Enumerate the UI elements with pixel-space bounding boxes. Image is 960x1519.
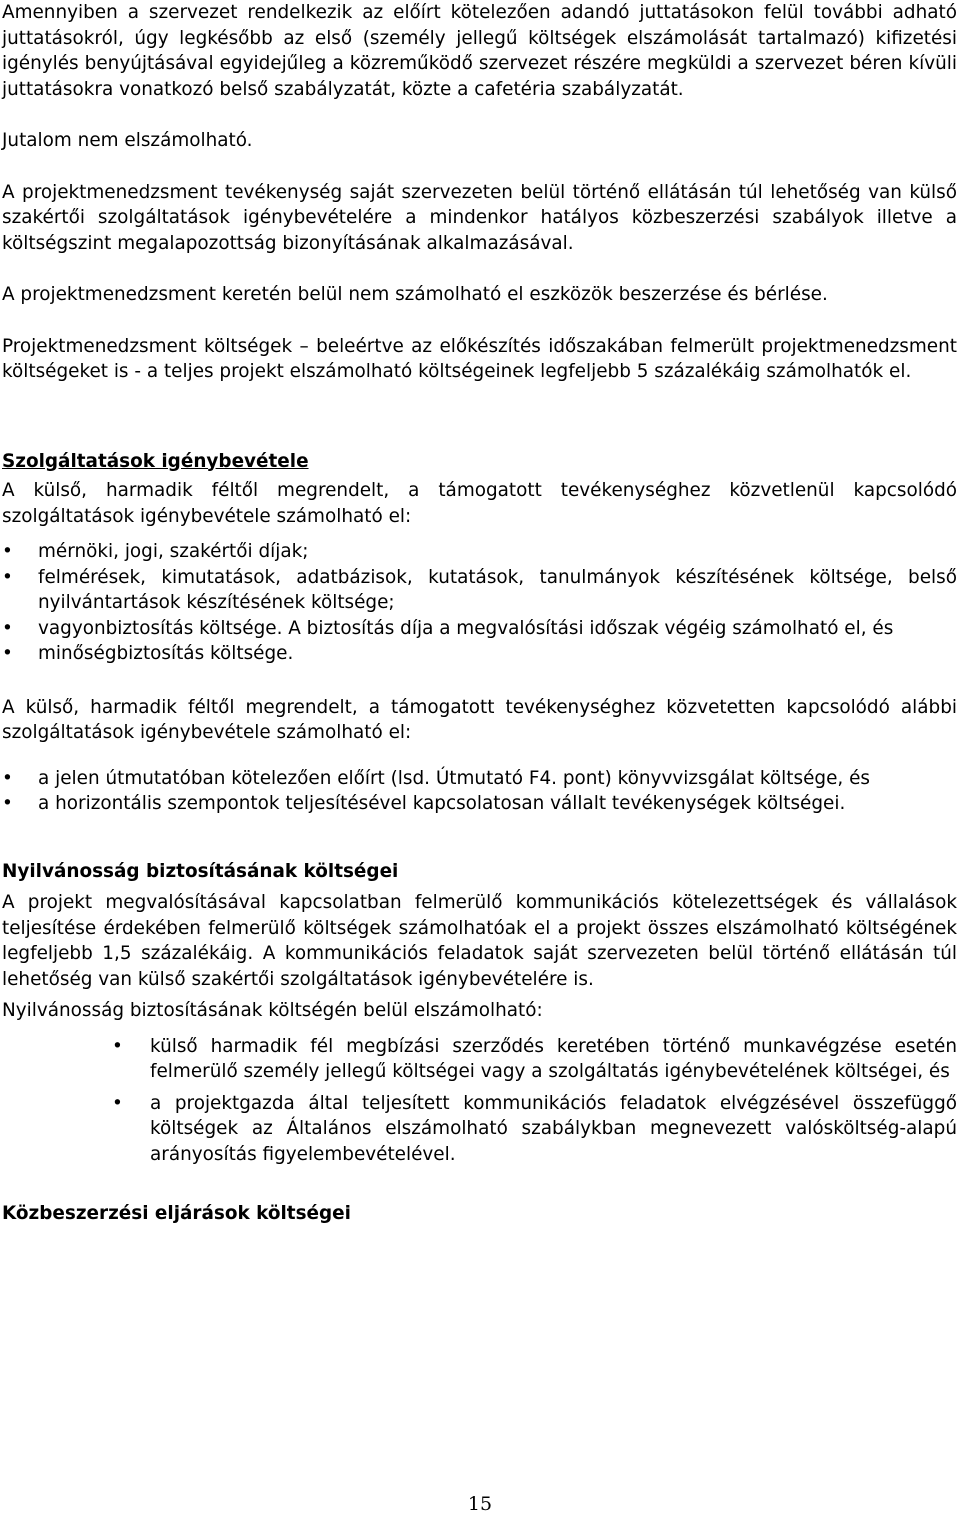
- list-item: • külső harmadik fél megbízási szerződés keretében történő munkavégzése esetén felmerülő személy jellegű költségei vagy a szolgáltatás igénybevételének költségei, és: [112, 1035, 957, 1082]
- heading-procurement: Közbeszerzési eljárások költségei: [2, 1203, 351, 1224]
- bullet-icon: •: [2, 566, 13, 588]
- paragraph-project-management: A projektmenedzsment tevékenység saját szervezeten belül történő ellátásán túl lehetőség van külső szakértői szolgáltatások igénybevételére a mindenkor hatályos közbeszerzési szabályok illetve a költségszint megalapozottság bizonyításának alkalmazásával.: [2, 181, 957, 254]
- page-number: 15: [467, 1493, 493, 1515]
- paragraph-pm-costs-limit: Projektmenedzsment költségek – beleértve az előkészítés időszakában felmerült projektmenedzsment költségeket is - a teljes projekt elszámolható költségeinek legfeljebb 5 százalékáig számolhatók el.: [2, 335, 957, 382]
- list-item: • a horizontális szempontok teljesítésével kapcsolatosan vállalt tevékenységek költségei.: [2, 791, 957, 817]
- list-services-direct: [2, 539, 957, 667]
- bullet-icon: •: [2, 643, 13, 664]
- paragraph-no-equipment: A projektmenedzsment keretén belül nem számolható el eszközök beszerzése és bérlése.: [2, 284, 828, 305]
- list-publicity: [2, 1034, 957, 1168]
- bullet-icon: •: [2, 541, 13, 562]
- paragraph-publicity-eligible: Nyilvánosság biztosításának költségén belül elszámolható:: [2, 1000, 543, 1021]
- paragraph-publicity-costs: A projekt megvalósításával kapcsolatban felmerülő kommunikációs kötelezettségek és vállalások teljesítése érdekében felmerülő költségek számolhatóak el a projekt összes elszámolható költségének legfeljebb 1,5 százalékáig. A kommunikációs feladatok saját szervezeten belül történő ellátásán túl lehetőség van külső szakértői szolgáltatások igénybevételére is.: [2, 892, 957, 990]
- bullet-icon: •: [2, 617, 13, 639]
- list-item: • a jelen útmutatóban kötelezően előírt (lsd. Útmutató F4. pont) könyvvizsgálat költsége, és: [2, 766, 957, 792]
- list-services-indirect: [2, 766, 957, 817]
- heading-services: Szolgáltatások igénybevétele: [2, 450, 309, 472]
- list-item: • felmérések, kimutatások, adatbázisok, kutatások, tanulmányok készítésének költsége, belső nyilvántartások készítésének költsége;: [2, 566, 957, 613]
- bullet-icon: •: [112, 1092, 123, 1114]
- list-item: • vagyonbiztosítás költsége. A biztosítás díja a megvalósítási időszak végéig számolható el, és: [2, 616, 957, 642]
- list-item: • minőségbiztosítás költsége.: [2, 641, 957, 667]
- list-item: • mérnöki, jogi, szakértői díjak;: [2, 539, 957, 565]
- heading-publicity: Nyilvánosság biztosításának költségei: [2, 860, 399, 882]
- bullet-icon: •: [112, 1035, 123, 1057]
- paragraph-bonus: Jutalom nem elszámolható.: [2, 130, 253, 151]
- bullet-icon: •: [2, 767, 13, 789]
- paragraph-services-intro: A külső, harmadik féltől megrendelt, a támogatott tevékenységhez közvetlenül kapcsolódó szolgáltatások igénybevétele számolható el:: [2, 480, 957, 527]
- bullet-icon: •: [2, 793, 13, 814]
- paragraph-benefits: Amennyiben a szervezet rendelkezik az előírt kötelezően adandó juttatásokon felül további adható juttatásokról, úgy legkésőbb az első (személy jellegű költségek elszámolását tartalmazó) kifizetési igénylés benyújtásával egyidejűleg a közreműködő szervezet részére megküldi a szervezet béren kívüli juttatásokra vonatkozó belső szabályzatát, közte a cafetéria szabályzatát.: [2, 2, 957, 100]
- paragraph-services-indirect-intro: A külső, harmadik féltől megrendelt, a támogatott tevékenységhez közvetetten kapcsolódó alábbi szolgáltatások igénybevétele számolható el:: [2, 696, 957, 743]
- list-item: • a projektgazda által teljesített kommunikációs feladatok elvégzésével összefüggő költségek az Általános elszámolható szabálykban megnevezett valósköltség-alapú arányosítás figyelembevételével.: [112, 1092, 957, 1165]
